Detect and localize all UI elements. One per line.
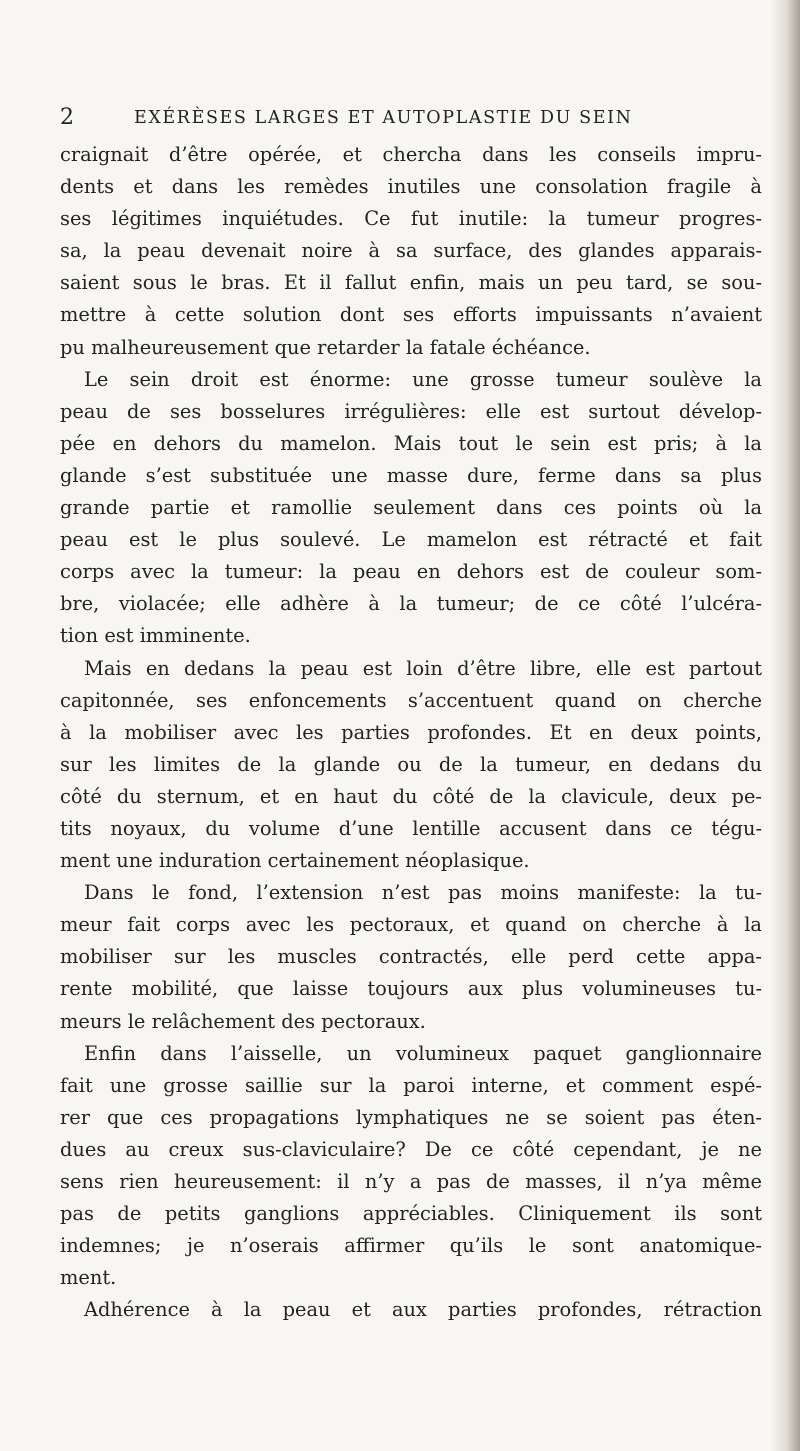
text-line: pu malheureusement que retarder la fatale échéance.	[60, 335, 591, 359]
text-line: peau de ses bosselures irrégulières: elle est surtout dévelop-	[60, 399, 762, 423]
paragraph-first-line: Enfin dans l’aisselle, un volumineux paquet ganglionnaire	[84, 1041, 762, 1065]
text-line: rer que ces propagations lymphatiques ne se soient pas éten-	[60, 1105, 762, 1129]
text-line: saient sous le bras. Et il fallut enfin, mais un peu tard, se sou-	[60, 271, 762, 295]
text-line: sens rien heureusement: il n’y a pas de masses, il n’ya même	[60, 1170, 762, 1193]
text-line: à la mobiliser avec les parties profondes. Et en deux points,	[60, 720, 762, 744]
text-line: craignait d’être opérée, et chercha dans les conseils impru-	[60, 143, 762, 166]
text-line: grande partie et ramollie seulement dans ces points où la	[60, 496, 762, 520]
running-head	[60, 103, 760, 133]
text-line: dents et dans les remèdes inutiles une consolation fragile à	[60, 175, 762, 199]
text-line: dues au creux sus-claviculaire? De ce côté cependant, je ne	[60, 1137, 762, 1161]
text-line: capitonnée, ses enfoncements s’accentuent quand on cherche	[60, 688, 762, 712]
text-line: meur fait corps avec les pectoraux, et quand on cherche à la	[60, 913, 762, 937]
text-line: peau est le plus soulevé. Le mamelon est rétracté et fait	[60, 528, 762, 552]
page-edge-shadow	[770, 0, 800, 1451]
text-line: sur les limites de la glande ou de la tumeur, en dedans du	[60, 752, 762, 776]
paragraph-first-line: Le sein droit est énorme: une grosse tumeur soulève la	[84, 367, 762, 391]
text-line: tits noyaux, du volume d’une lentille accusent dans ce tégu-	[60, 816, 762, 840]
text-line: fait une grosse saillie sur la paroi interne, et comment espé-	[60, 1073, 762, 1097]
paragraph-first-line: Dans le fond, l’extension n’est pas moins manifeste: la tu-	[84, 881, 762, 905]
body-text	[60, 139, 762, 1326]
text-line: pas de petits ganglions appréciables. Cliniquement ils sont	[60, 1202, 762, 1226]
text-line: ment.	[60, 1266, 117, 1290]
text-line: glande s’est substituée une masse dure, ferme dans sa plus	[60, 463, 762, 487]
text-line: tion est imminente.	[60, 624, 251, 648]
text-line: pée en dehors du mamelon. Mais tout le sein est pris; à la	[60, 431, 762, 455]
text-line: rente mobilité, que laisse toujours aux plus volumineuses tu-	[60, 977, 762, 1001]
text-line: meurs le relâchement des pectoraux.	[60, 1009, 426, 1033]
text-line: mobiliser sur les muscles contractés, elle perd cette appa-	[60, 945, 762, 969]
text-line: sa, la peau devenait noire à sa surface, des glandes apparais-	[60, 239, 762, 263]
page-number: 2	[60, 105, 74, 130]
text-line: mettre à cette solution dont ses efforts impuissants n’avaient	[60, 303, 762, 327]
text-line: corps avec la tumeur: la peau en dehors est de couleur som-	[60, 560, 762, 584]
paragraph-first-line: Adhérence à la peau et aux parties profondes, rétraction	[84, 1298, 762, 1322]
text-line: ses légitimes inquiétudes. Ce fut inutile: la tumeur progres-	[60, 207, 762, 231]
paragraph-first-line: Mais en dedans la peau est loin d’être libre, elle est partout	[84, 656, 762, 680]
text-line: ment une induration certainement néoplasique.	[60, 849, 530, 873]
running-title: EXÉRÈSES LARGES ET AUTOPLASTIE DU SEIN	[134, 108, 633, 128]
text-line: indemnes; je n’oserais affirmer qu’ils le sont anatomique-	[60, 1234, 762, 1258]
text-line: bre, violacée; elle adhère à la tumeur; de ce côté l’ulcéra-	[60, 592, 762, 616]
text-line: côté du sternum, et en haut du côté de la clavicule, deux pe-	[60, 784, 762, 808]
